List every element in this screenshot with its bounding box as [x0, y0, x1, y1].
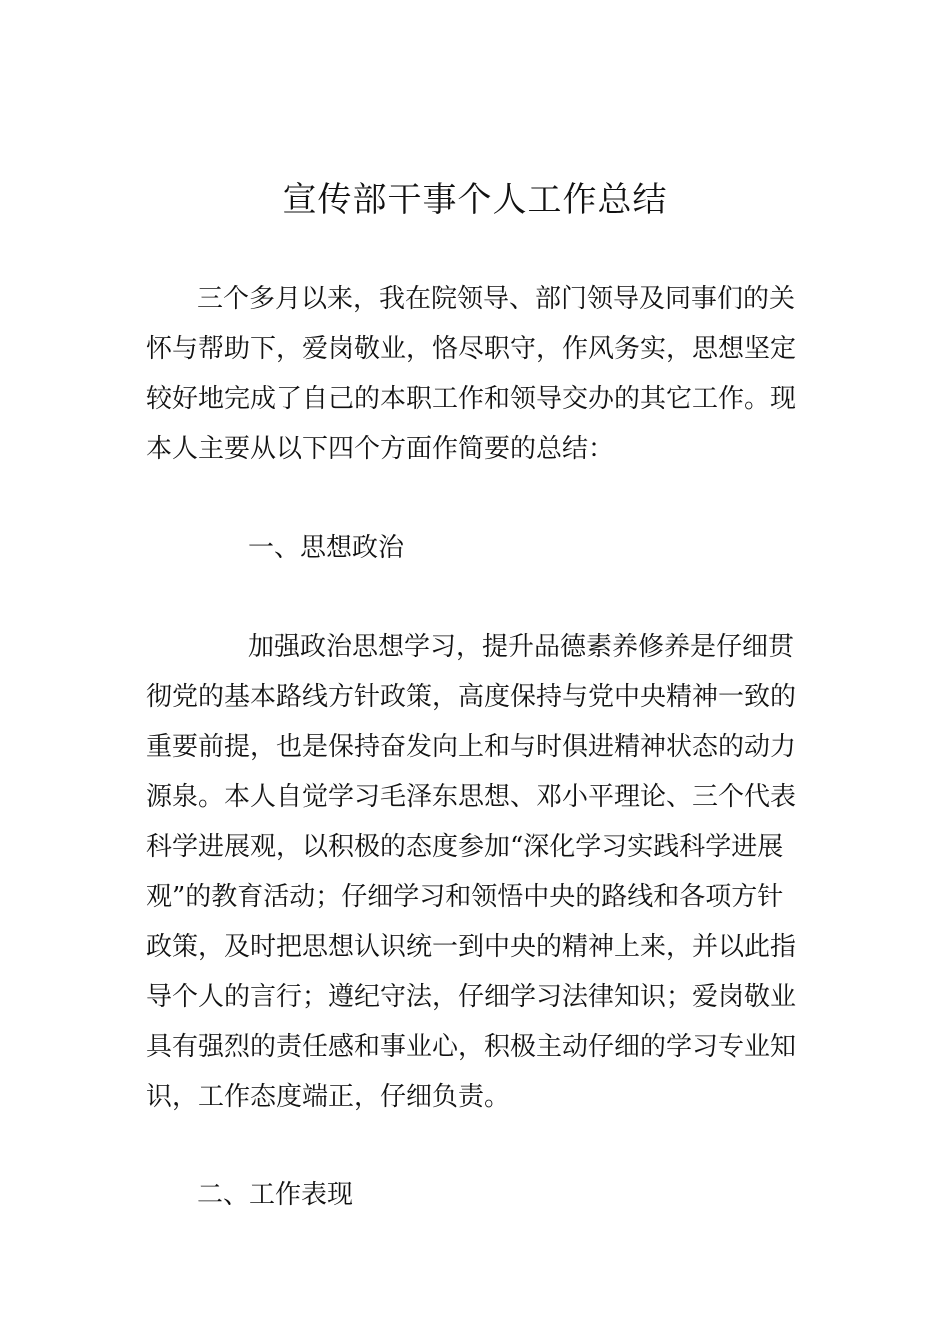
section1-line: 加强政治思想学习，提升品德素养修养是仔细贯 [248, 632, 795, 662]
section1-line: 具有强烈的责任感和事业心，积极主动仔细的学习专业知 [146, 1032, 797, 1062]
section1-line: 政策，及时把思想认识统一到中央的精神上来，并以此指 [146, 932, 797, 962]
section1-line: 彻党的基本路线方针政策，高度保持与党中央精神一致的 [146, 682, 797, 712]
section1-line: 科学进展观，以积极的态度参加“深化学习实践科学进展 [146, 832, 784, 862]
section1-line: 导个人的言行；遵纪守法，仔细学习法律知识；爱岗敬业 [146, 982, 797, 1012]
intro-line: 怀与帮助下，爱岗敬业，恪尽职守，作风务实，思想坚定 [146, 334, 797, 364]
section-heading-1: 一、思想政治 [248, 533, 405, 563]
section1-line: 识，工作态度端正，仔细负责。 [146, 1082, 511, 1112]
section1-line: 观”的教育活动；仔细学习和领悟中央的路线和各项方针 [146, 882, 784, 912]
document-title: 宣传部干事个人工作总结 [282, 180, 668, 220]
section-heading-2: 二、工作表现 [197, 1180, 354, 1210]
section1-line: 源泉。本人自觉学习毛泽东思想、邓小平理论、三个代表 [146, 782, 797, 812]
intro-line: 较好地完成了自己的本职工作和领导交办的其它工作。现 [146, 384, 797, 414]
intro-line: 三个多月以来，我在院领导、部门领导及同事们的关 [197, 284, 796, 314]
intro-line: 本人主要从以下四个方面作简要的总结： [146, 434, 615, 464]
section1-line: 重要前提，也是保持奋发向上和与时俱进精神状态的动力 [146, 732, 797, 762]
